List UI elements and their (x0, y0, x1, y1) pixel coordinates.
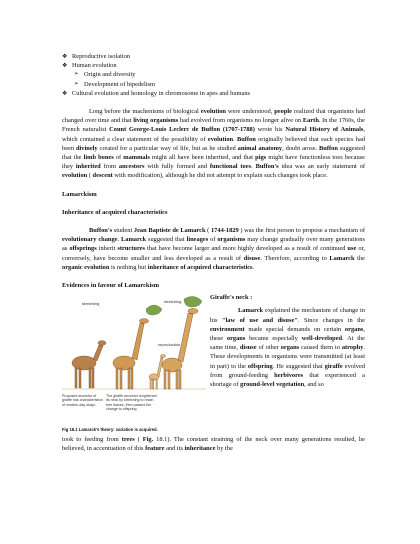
stretching-label: stretching (82, 301, 100, 307)
offspring-giraffe (149, 355, 166, 389)
giraffe-column (206, 293, 365, 435)
subsection-heading: Inheritance of acquired characteristics (62, 208, 168, 216)
continuation-paragraph: took to feeding from trees ( Fig. 18.1). The constant straining of the neck over many generations resulted, he believed, in accentuation of this feature and its inheritance by the (62, 436, 365, 453)
giraffe-paragraph: Lamarck explained the mechanism of change in his "law of use and disuse". Since changes in the environment made special demands on certain organs, these organs became especially well-developed. At the same time, disuse of other organs caused them to atrophy. These developments in organisms were transmitted (at least in part) to the offspring. He suggested that giraffe evolved from ground-feeding herbivores that experienced a shortage of ground-level vegetation, and so (210, 307, 366, 389)
figure-note-middle: The giraffe ancestor lengthened its neck by stretching to reach tree leaves, then passed the change to offspring. (106, 394, 157, 411)
section-heading: Evidences in favour of Lamarckism (62, 282, 160, 290)
sub-bullet-item: ➢ Origin and diversity (74, 71, 136, 79)
diamond-bullet-icon: ❖ (62, 62, 68, 70)
figure-note-left: Proposed ancestor of giraffe has characteristics of modern-day okapi. (62, 394, 103, 407)
document-page (62, 52, 365, 454)
subsection-heading: Giraffe's neck : (210, 294, 253, 302)
okapi-ancestor (72, 341, 106, 388)
figure-caption: Fig 18.1 Lamarck's theory: variation is acquired. (62, 427, 158, 433)
sub-bullet-item: ➢ Development of bipedelism (74, 80, 155, 88)
arrow-bullet-icon: ➢ (74, 80, 79, 87)
intro-paragraph: Long before the machenisms of biological evolution were understood, people realized that organisms had changed over time and that living organisms had evolved from organisms no longer alive on Earth. In the 1760s, the French naturalist Count George-Louis Leclerc de Buffon (1707-1788) wrote his Natural History of Animals, which contained a clear statement of the possibility of evolution. Buffon originally believed that each species had been divinely created for a particular way of life, but as he studied animal anatomy, doubt arose. Buffon suggested that the limb bones of mammals might all have been inherited, and that pigs might have functionless toes because they inherited from ancestors with fully formed and functional toes. Buffon's idea was an early statement of evolution ( descent with modification), although he did not attempt to explain such changes took place. (62, 108, 366, 180)
stretching-giraffe (113, 319, 149, 389)
diamond-bullet-icon: ❖ (62, 53, 68, 60)
topic-list (62, 52, 365, 98)
bullet-item: ❖ Reproductive isolation (62, 53, 131, 60)
bullet-item: ❖ Human evolution (62, 62, 117, 70)
reproduction-label: reproduction (158, 342, 181, 348)
arrow-bullet-icon: ➢ (74, 71, 79, 78)
giraffe-figure (62, 293, 206, 435)
modern-giraffe (162, 309, 198, 390)
diamond-bullet-icon: ❖ (62, 89, 68, 97)
lamarck-paragraph: Buffon's student Jean Baptiste de Lamarck ( 1744-1829 ) was the first person to propose a mechanism of evolutionary change. Lamarck suggested that lineages of organisms may change gradually over many generations as offsprings inherit structures that have become larger and more highly developed as a result of continued use or, conversely, have become smaller and less developed as a result of disuse. Therefore, according to Lamarck the organic evolution is nothing but inheritance of acquired characteristics. (62, 227, 366, 271)
figure-and-text (62, 293, 365, 435)
stretching-label: stretching (164, 299, 182, 305)
bullet-item: ❖ Cultural evolution and homology in chromosome in apes and humans (62, 89, 251, 97)
section-heading: Lamarckism (62, 190, 97, 198)
